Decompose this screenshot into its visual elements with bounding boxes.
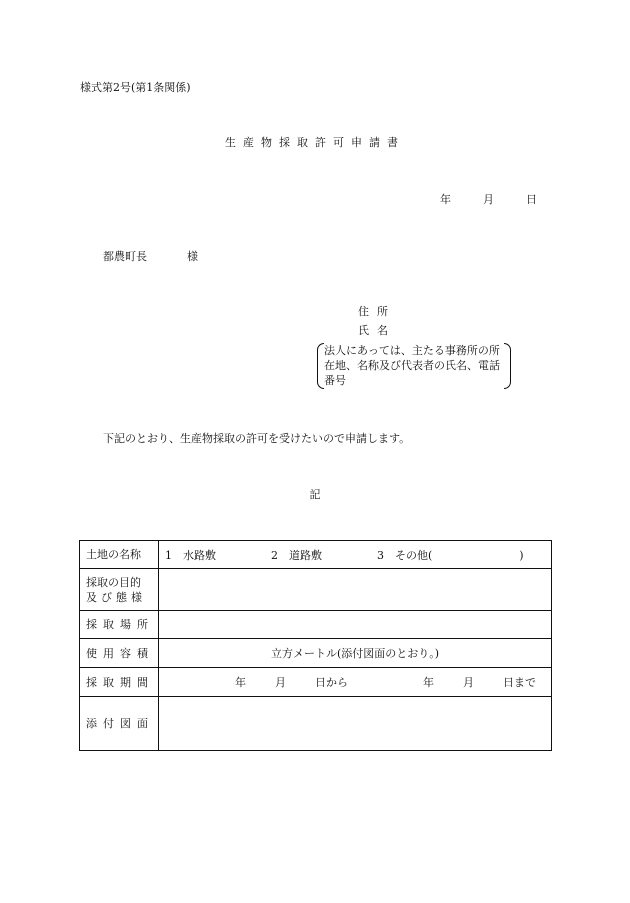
form-number: 様式第2号(第1条関係) xyxy=(80,81,191,94)
land-name-options xyxy=(159,541,552,569)
land-option-other: 3 その他( xyxy=(377,548,433,562)
location-label: 採取場所 xyxy=(80,611,159,639)
period-from-year: 年 xyxy=(235,676,246,689)
purpose-value[interactable] xyxy=(159,569,552,611)
land-name-label: 土地の名称 xyxy=(80,541,159,569)
corporate-note-text: 法人にあっては、主たる事務所の所在地、名称及び代表者の氏名、電話番号 xyxy=(324,344,500,387)
period-from-month: 月 xyxy=(275,676,286,689)
period-from-day: 日から xyxy=(315,676,348,689)
location-row xyxy=(80,611,552,639)
recipient xyxy=(103,250,198,264)
ki-heading: 記 xyxy=(309,488,321,501)
land-option-waterway: 1 水路敷 xyxy=(165,548,216,562)
name-label: 氏名 xyxy=(358,324,396,337)
land-name-row xyxy=(80,541,552,569)
period-to-day: 日まで xyxy=(503,676,536,689)
applicant-name xyxy=(358,324,396,338)
attachment-label: 添付図面 xyxy=(80,697,159,751)
date-day-label: 日 xyxy=(526,193,537,206)
document-title: 生産物採取許可申請書 xyxy=(225,136,405,149)
applicant-address xyxy=(358,305,396,319)
period-value xyxy=(159,668,552,697)
location-value[interactable] xyxy=(159,611,552,639)
land-option-other-close: ) xyxy=(519,548,524,562)
corporate-note-box xyxy=(317,343,511,389)
attachment-row xyxy=(80,697,552,751)
date-month-label: 月 xyxy=(483,193,494,206)
detail-table xyxy=(79,540,552,751)
period-to-month: 月 xyxy=(463,676,474,689)
land-option-road: 2 道路敷 xyxy=(271,548,322,562)
recipient-name: 都農町長 xyxy=(103,250,147,263)
purpose-label-line1: 採取の目的 xyxy=(86,575,141,589)
purpose-row xyxy=(80,569,552,611)
recipient-honorific: 様 xyxy=(187,250,198,263)
purpose-label-line2: 及び態様 xyxy=(86,590,146,604)
left-bracket xyxy=(317,343,324,389)
volume-label: 使用容積 xyxy=(80,639,159,668)
date-year-label: 年 xyxy=(440,193,451,206)
period-row xyxy=(80,668,552,697)
right-bracket xyxy=(504,343,511,389)
intro-text: 下記のとおり、生産物採取の許可を受けたいので申請します。 xyxy=(103,432,411,445)
volume-row xyxy=(80,639,552,668)
address-label: 住所 xyxy=(358,305,396,318)
period-to-year: 年 xyxy=(423,676,434,689)
date-line xyxy=(440,193,537,207)
period-label: 採取期間 xyxy=(80,668,159,697)
volume-value: 立方メートル(添付図面のとおり。) xyxy=(159,639,552,668)
purpose-label xyxy=(80,569,159,611)
attachment-value[interactable] xyxy=(159,697,552,751)
